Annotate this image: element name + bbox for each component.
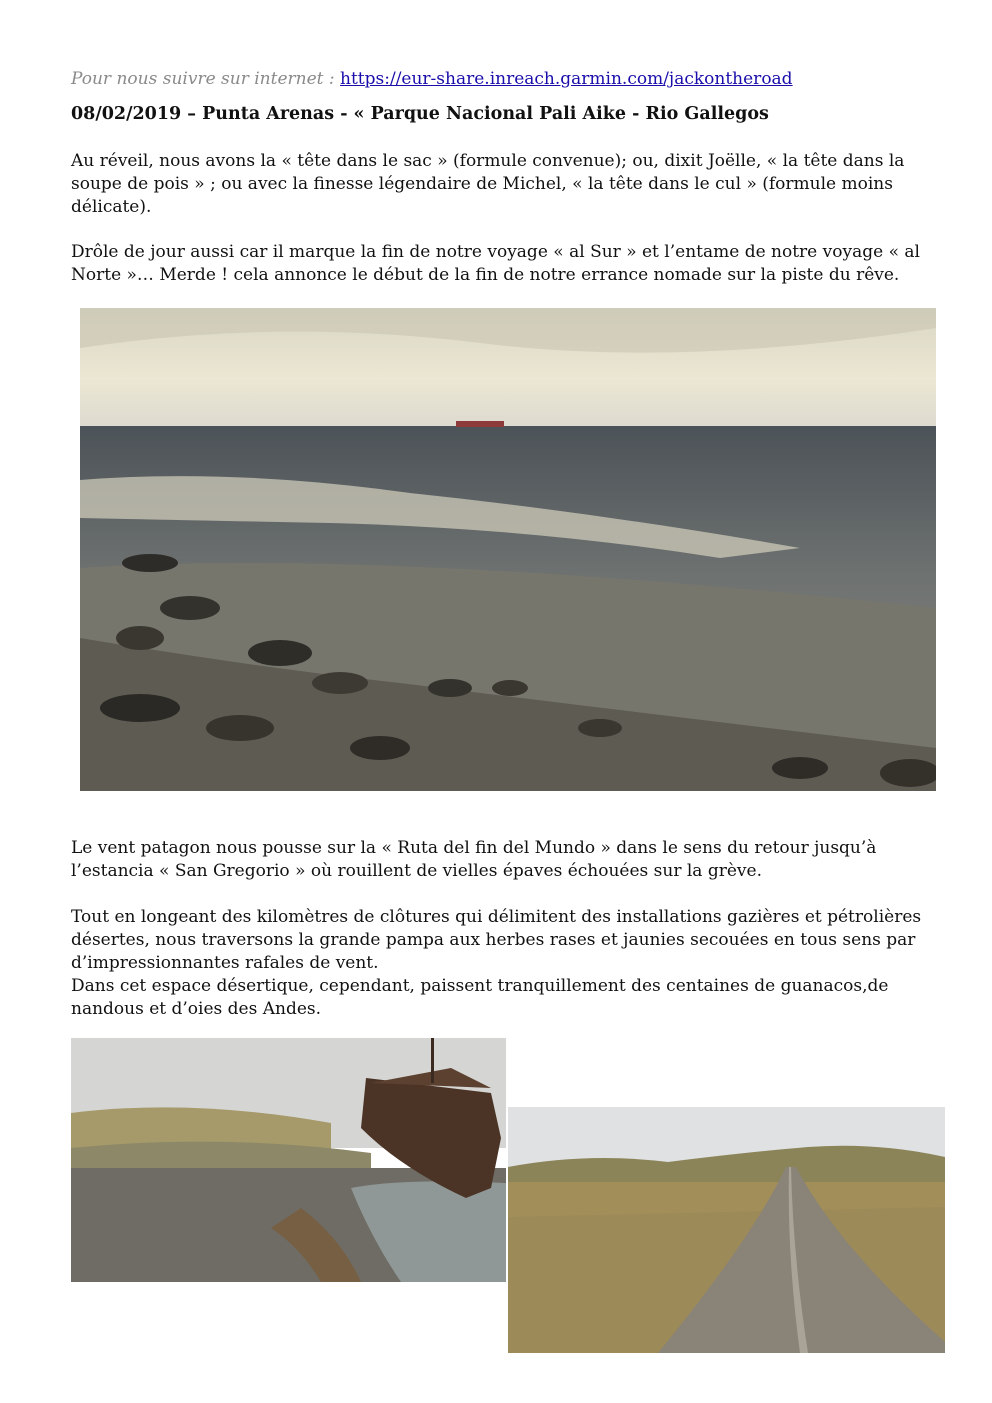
photo-gravel-road xyxy=(508,1107,945,1353)
paragraph-text: Au réveil, nous avons la « tête dans le sac » (formule convenue); ou, dixit Joëlle, « la tête dans la soupe de pois » ; ou avec la finesse légendaire de Michel, « la tête dans le cul » (formule moins délicate). xyxy=(71,151,905,217)
photo-shipwreck xyxy=(71,1038,506,1282)
paragraph-ruta xyxy=(71,837,931,883)
follow-label: Pour nous suivre sur internet : xyxy=(71,69,341,89)
photo-seashore xyxy=(80,308,936,791)
paragraph-intro xyxy=(71,150,931,219)
follow-line xyxy=(71,69,793,89)
paragraph-text: Dans cet espace désertique, cependant, paissent tranquillement des centaines de guanacos,de nandous et d’oies des Andes. xyxy=(71,976,889,1019)
tracking-link[interactable]: https://eur-share.inreach.garmin.com/jackontheroad xyxy=(340,69,793,89)
paragraph-pampa xyxy=(71,906,931,1021)
paragraph-text: Tout en longeant des kilomètres de clôtures qui délimitent des installations gazières et pétrolières désertes, nous traversons la grande pampa aux herbes rases et jaunies secouées en tous sens par d’impressionnantes rafales de vent. xyxy=(71,907,922,973)
page-title: 08/02/2019 – Punta Arenas - « Parque Nacional Pali Aike - Rio Gallegos xyxy=(71,104,769,124)
paragraph-text: Drôle de jour aussi car il marque la fin de notre voyage « al Sur » et l’entame de notre voyage « al Norte »… Merde ! cela annonce le début de la fin de notre errance nomade sur la piste du rêve. xyxy=(71,242,920,285)
paragraph-end-of-south xyxy=(71,241,931,287)
paragraph-text: Le vent patagon nous pousse sur la « Ruta del fin del Mundo » dans le sens du retour jusqu’à l’estancia « San Gregorio » où rouillent de vielles épaves échouées sur la grève. xyxy=(71,838,877,881)
